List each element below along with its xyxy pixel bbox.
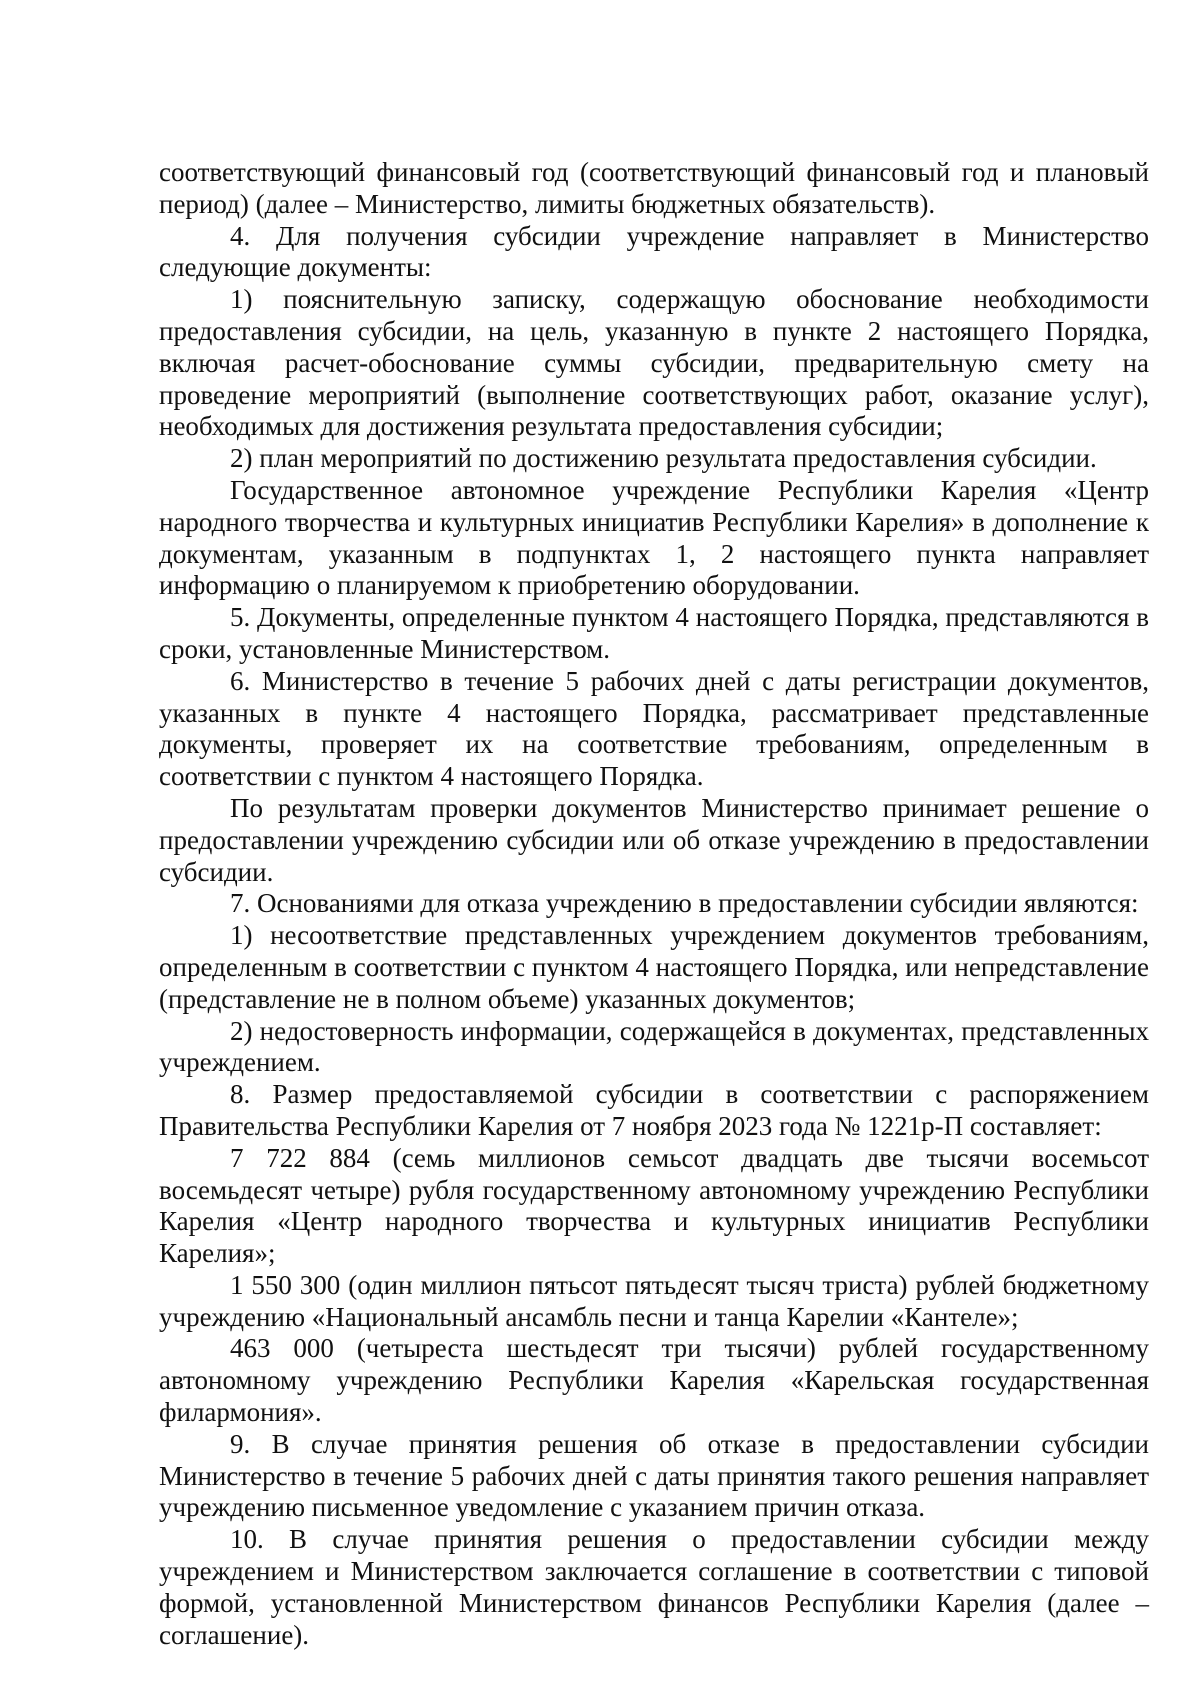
paragraph-item-5: 5. Документы, определенные пунктом 4 настоящего Порядка, представляются в сроки, установленные Министерством. [159,602,1149,664]
paragraph-subitem-4-1: 1) пояснительную записку, содержащую обоснование необходимости предоставления субсидии, на цель, указанную в пункте 2 настоящего Порядка, включая расчет-обоснование суммы субсидии, предварительную смету на проведение мероприятий (выполнение соответствующих работ, оказание услуг), необходимых для достижения результата предоставления субсидии; [159,284,1149,442]
paragraph-subitem-7-1: 1) несоответствие представленных учреждением документов требованиям, определенным в соответствии с пунктом 4 настоящего Порядка, или непредставление (представление не в полном объеме) указанных документов; [159,920,1149,1014]
paragraph-check-results: По результатам проверки документов Министерство принимает решение о предоставлении учреждению субсидии или об отказе учреждению в предоставлении субсидии. [159,792,1149,887]
paragraph-item-10: 10. В случае принятия решения о предоставлении субсидии между учреждением и Министерством заключается соглашение в соответствии с типовой формой, установленной Министерством финансов Республики Карелия (далее – соглашение). [159,1524,1149,1650]
paragraph-subitem-4-2: 2) план мероприятий по достижению результата предоставления субсидии. [230,443,1097,474]
paragraph-subsidy-amount-2: 1 550 300 (один миллион пятьсот пятьдесят тысяч триста) рублей бюджетному учреждению «Национальный ансамбль песни и танца Карелии «Кантеле»; [159,1269,1149,1332]
paragraph-item-6: 6. Министерство в течение 5 рабочих дней с даты регистрации документов, указанных в пункте 4 настоящего Порядка, рассматривает представленные документы, проверяет их на соответствие требованиям, определенным в соответствии с пунктом 4 настоящего Порядка. [159,665,1149,792]
paragraph-center-info: Государственное автономное учреждение Республики Карелия «Центр народного творчества и культурных инициатив Республики Карелия» в дополнение к документам, указанным в подпунктах 1, 2 настоящего пункта направляет информацию о планируемом к приобретению оборудовании. [159,474,1149,601]
paragraph-subsidy-amount-1: 7 722 884 (семь миллионов семьсот двадцать две тысячи восемьсот восемьдесят четыре) рубля государственному автономному учреждению Республики Карелия «Центр народного творчества и культурных инициатив Республики Карелия»; [159,1142,1149,1269]
paragraph-continuation: соответствующий финансовый год (соответствующий финансовый год и плановый период) (далее – Министерство, лимиты бюджетных обязательств). [159,157,1149,219]
paragraph-item-4: 4. Для получения субсидии учреждение направляет в Министерство следующие документы: [159,220,1149,283]
paragraph-item-8: 8. Размер предоставляемой субсидии в соответствии с распоряжением Правительства Республики Карелия от 7 ноября 2023 года № 1221р-П составляет: [159,1079,1149,1141]
paragraph-subitem-7-2: 2) недостоверность информации, содержащейся в документах, представленных учреждением. [159,1015,1149,1078]
paragraph-item-9: 9. В случае принятия решения об отказе в предоставлении субсидии Министерство в течение 5 рабочих дней с даты принятия такого решения направляет учреждению письменное уведомление с указанием причин отказа. [159,1428,1149,1523]
paragraph-subsidy-amount-3: 463 000 (четыреста шестьдесят три тысячи) рублей государственному автономному учреждению Республики Карелия «Карельская государственная филармония». [159,1333,1149,1428]
paragraph-item-7: 7. Основаниями для отказа учреждению в предоставлении субсидии являются: [230,888,1139,919]
document-body [159,157,1149,1651]
